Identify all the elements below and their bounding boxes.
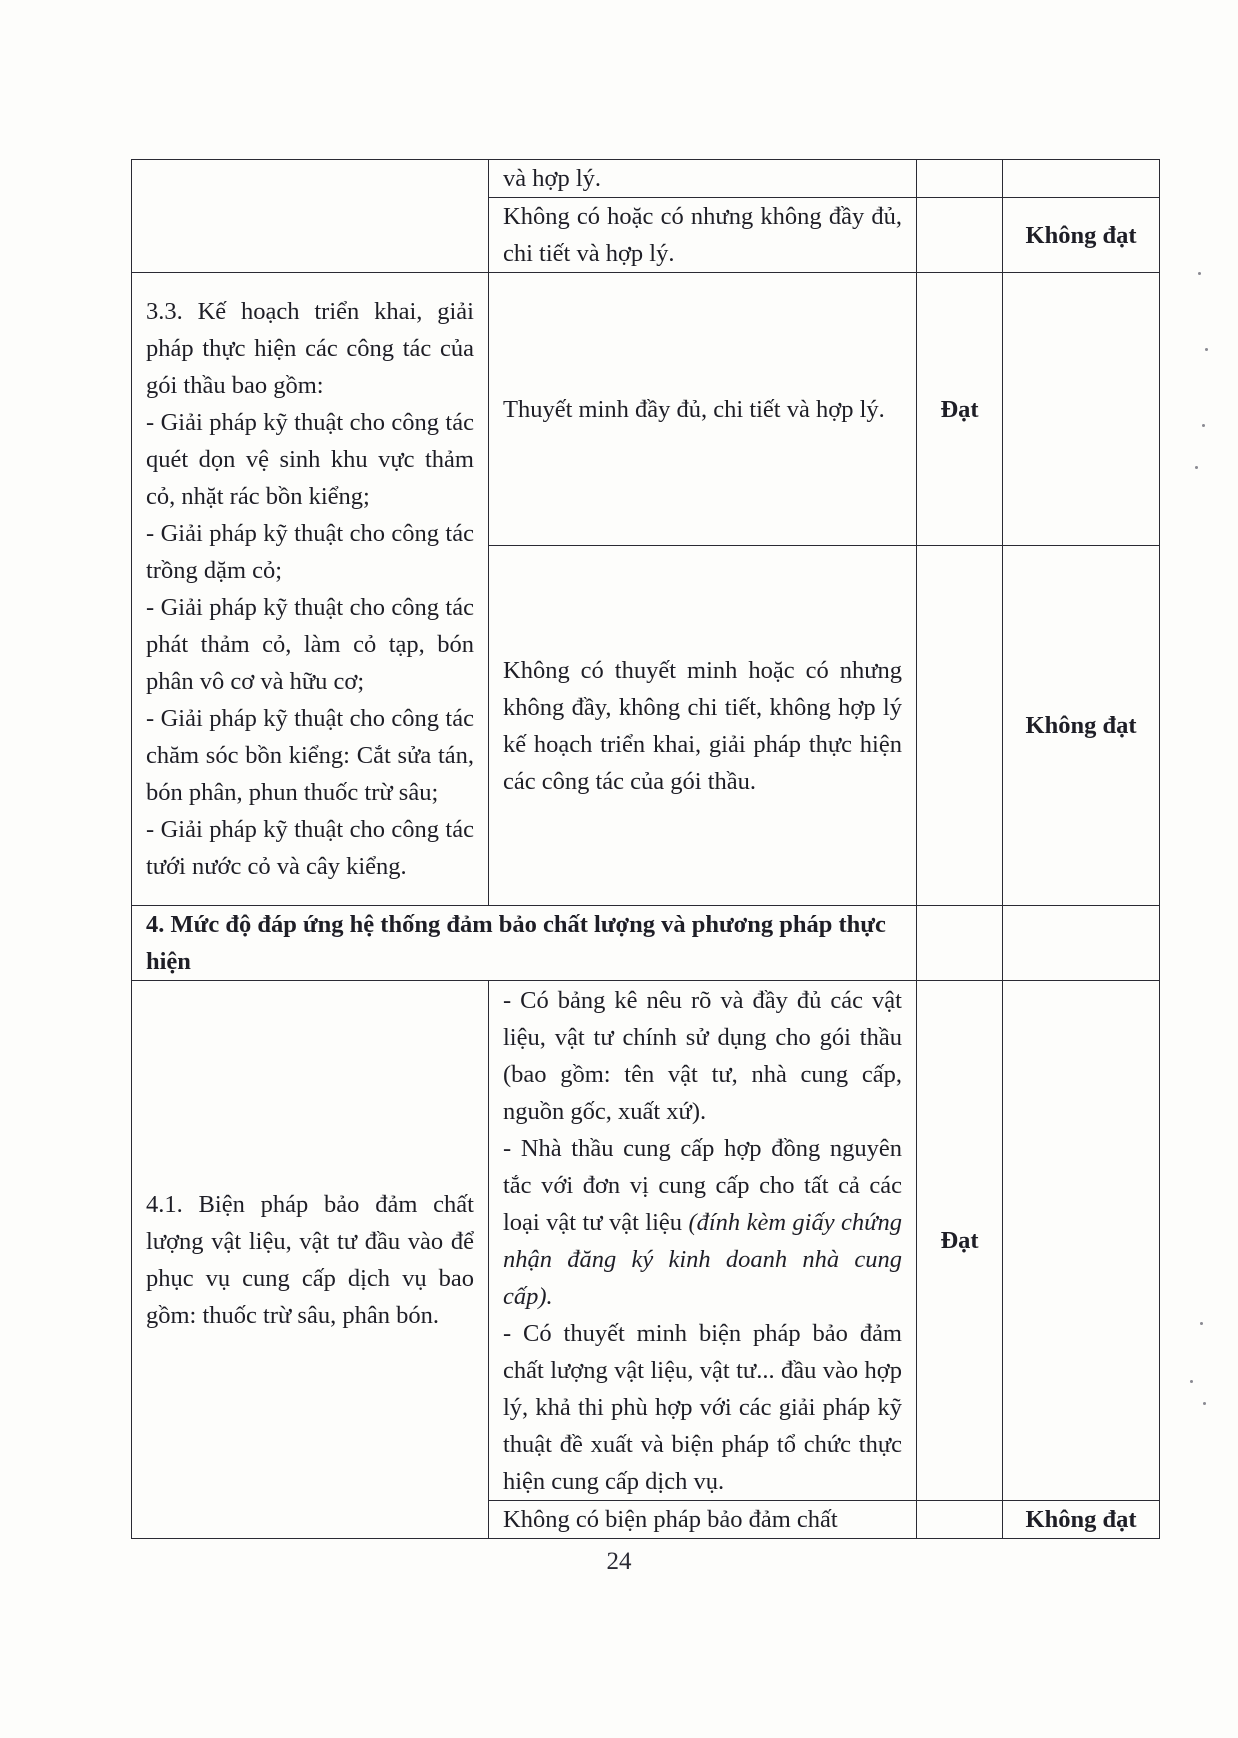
requirement-paragraph: - Có thuyết minh biện pháp bảo đảm chất lượng vật liệu, vật tư... đầu vào hợp lý, khả thi phù hợp với các giải pháp kỹ thuật đề xuất và biện pháp tổ chức thực hiện cung cấp dịch vụ. (503, 1319, 902, 1495)
requirement-cell (489, 981, 917, 1501)
requirement-cell: Không có hoặc có nhưng không đầy đủ, chi tiết và hợp lý. (489, 198, 917, 273)
pass-result-cell: Đạt (917, 273, 1003, 546)
table-row (132, 273, 1160, 546)
criterion-4-1-cell (132, 981, 489, 1539)
pass-result-cell: Đạt (917, 981, 1003, 1501)
requirement-text: - Nhà thầu cung cấp hợp đồng nguyên tắc với đơn vị cung cấp cho tất cả các loại vật tư vật liệu (503, 1134, 902, 1236)
fail-result-cell: Không đạt (1003, 1501, 1160, 1539)
scan-speck (1195, 466, 1198, 469)
criterion-cell-continued (132, 160, 489, 273)
requirement-note: (đính kèm giấy chứng nhận đăng ký kinh doanh nhà cung cấp). (503, 1208, 902, 1310)
pass-result-cell (917, 906, 1003, 981)
criterion-line: - Giải pháp kỹ thuật cho công tác trồng dặm cỏ; (146, 520, 474, 584)
requirement-paragraph (503, 1130, 902, 1315)
criterion-line: - Giải pháp kỹ thuật cho công tác chăm sóc bồn kiểng: Cắt sửa tán, bón phân, phun thuốc trừ sâu; (146, 705, 474, 806)
scan-speck (1203, 1402, 1206, 1405)
pass-result-cell (917, 160, 1003, 198)
fail-result-cell (1003, 273, 1160, 546)
section-row (132, 906, 1160, 981)
fail-result-cell (1003, 981, 1160, 1501)
section-4-title: 4. Mức độ đáp ứng hệ thống đảm bảo chất lượng và phương pháp thực hiện (132, 906, 917, 981)
scan-speck (1202, 424, 1205, 427)
criterion-3-3-cell (132, 273, 489, 906)
criterion-text: 4.1. Biện pháp bảo đảm chất lượng vật liệu, vật tư đầu vào để phục vụ cung cấp dịch vụ bao gồm: thuốc trừ sâu, phân bón. (146, 1190, 474, 1329)
pass-result-cell (917, 546, 1003, 906)
pass-result-cell (917, 198, 1003, 273)
requirement-cell: Không có biện pháp bảo đảm chất (489, 1501, 917, 1539)
criterion-line: - Giải pháp kỹ thuật cho công tác quét dọn vệ sinh khu vực thảm cỏ, nhặt rác bồn kiểng; (146, 409, 474, 510)
criterion-line: - Giải pháp kỹ thuật cho công tác tưới nước cỏ và cây kiểng. (146, 816, 474, 880)
scan-speck (1205, 348, 1208, 351)
requirement-cell: Thuyết minh đầy đủ, chi tiết và hợp lý. (489, 273, 917, 546)
fail-result-cell: Không đạt (1003, 198, 1160, 273)
criterion-line: - Giải pháp kỹ thuật cho công tác phát thảm cỏ, làm cỏ tạp, bón phân vô cơ và hữu cơ; (146, 594, 474, 695)
table-row (132, 160, 1160, 198)
scan-speck (1198, 272, 1201, 275)
table-row (132, 981, 1160, 1501)
scan-speck (1200, 1322, 1203, 1325)
fail-result-cell (1003, 906, 1160, 981)
requirement-paragraph: - Có bảng kê nêu rõ và đầy đủ các vật liệu, vật tư chính sử dụng cho gói thầu (bao gồm: tên vật tư, nhà cung cấp, nguồn gốc, xuất xứ). (503, 986, 902, 1125)
requirement-cell: và hợp lý. (489, 160, 917, 198)
requirement-cell: Không có thuyết minh hoặc có nhưng không đầy, không chi tiết, không hợp lý kế hoạch triển khai, giải pháp thực hiện các công tác của gói thầu. (489, 546, 917, 906)
criterion-line: 3.3. Kế hoạch triển khai, giải pháp thực hiện các công tác của gói thầu bao gồm: (146, 298, 474, 399)
pass-result-cell (917, 1501, 1003, 1539)
fail-result-cell: Không đạt (1003, 546, 1160, 906)
scan-speck (1190, 1380, 1193, 1383)
fail-result-cell (1003, 160, 1160, 198)
evaluation-criteria-table (131, 159, 1160, 1539)
page-number: 24 (606, 1548, 632, 1575)
